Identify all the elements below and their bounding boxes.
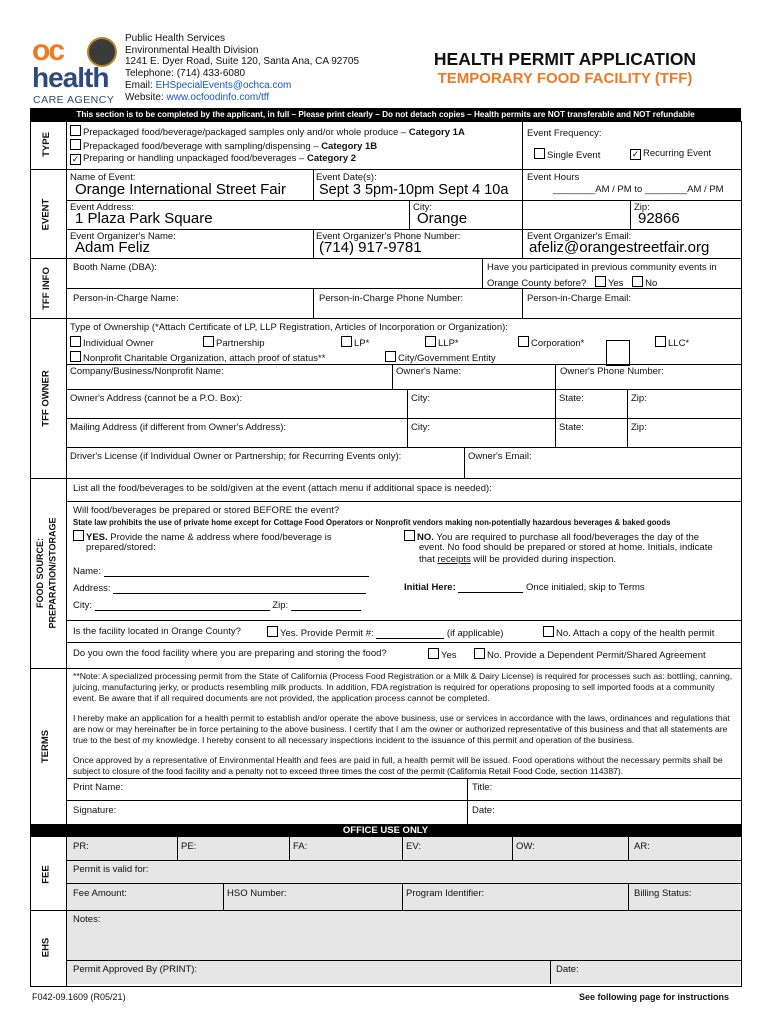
organizer-email-label: Event Organizer's Email: [527,231,632,242]
prepared-no-text-2: event. No food should be prepared or stored at home. Initials, indicate [419,542,713,553]
category-1b-checkbox[interactable] [70,139,81,150]
event-address-value[interactable]: 1 Plaza Park Square [75,210,213,227]
llc-option[interactable]: LLC* [655,336,689,349]
corporation-checkbox[interactable] [518,336,529,347]
category-1a-checkbox[interactable] [70,125,81,136]
section-label-food-source: FOOD SOURCE: [35,537,46,609]
office-ar-label: AR: [634,841,650,852]
drivers-license-label: Driver's License (if Individual Owner or Partnership; for Recurring Events only): [70,451,402,462]
agency-line: 1241 E. Dyer Road, Suite 120, Santa Ana, CA 92705 [125,56,360,68]
form-id: F042-09.1609 (R05/21) [32,992,126,1002]
previous-yes-checkbox[interactable] [595,276,606,287]
office-ow-label: OW: [516,841,535,852]
event-city-value[interactable]: Orange [417,210,468,227]
event-name-label: Name of Event: [70,172,136,183]
prep-address-label: Address: [73,583,366,594]
print-name-label: Print Name: [73,782,124,793]
agency-line: Public Health Services [125,33,226,44]
prep-name-label: Name: [73,566,369,577]
previous-yes-option[interactable]: Yes [595,278,624,289]
pic-phone-label: Person-in-Charge Phone Number: [319,293,464,304]
office-pr-label: PR: [73,841,89,852]
office-fa-label: FA: [293,841,308,852]
signature-label: Signature: [73,805,117,816]
event-zip-value[interactable]: 92866 [638,210,680,227]
section-label-ehs: EHS [40,937,52,957]
fee-amount-label: Fee Amount: [73,888,127,899]
section-label-prep-storage: PREPARATION/STORAGE [47,517,58,629]
own-facility-yes-option[interactable]: Yes [428,648,457,661]
approval-notice: Once approved by a representative of Environmental Health and fees are paid in full, a health permit will be issued. Food operations without the necessary permits shall be subject to closure of the food facility and a penalty not to exceed three times the cost of the permit (California Retail Food Code, section 114387). [73,755,723,776]
office-pe-label: PE: [181,841,197,852]
own-facility-question: Do you own the food facility where you are preparing and storing the food? [73,648,387,659]
applicant-declaration: I hereby make an application for a health permit to establish and/or operate the above business, use or services in accordance with the laws, ordinances and regulations that are now or may hereinafter be in force pertaining to the above business. I certify that I am the owner or authorized representative of this business and that all statements are true to the best of my knowledge. I hereby consent to all necessary inspections incident to the issuance of this permit and operation of the business. [73,713,730,745]
section-label-tff-owner: TFF OWNER [40,369,52,427]
prep-address-line[interactable] [113,593,366,594]
event-zip-label: Zip: [634,202,650,213]
office-ev-label: EV: [406,841,421,852]
organizer-name-value[interactable]: Adam Feliz [75,239,151,256]
billing-status-label: Billing Status: [634,888,692,899]
orange-county-yes-checkbox[interactable] [267,626,278,637]
logo-care-agency: CARE AGENCY [33,94,115,106]
agency-line: Environmental Health Division [125,44,259,56]
own-facility-yes-checkbox[interactable] [428,648,439,659]
signature-date-label: Date: [472,805,495,816]
booth-name-label: Booth Name (DBA): [73,262,157,273]
permit-valid-for-label: Permit is valid for: [73,864,149,875]
owner-address-label: Owner's Address (cannot be a P.O. Box): [70,393,243,404]
category-1a-option[interactable]: Prepackaged food/beverage/packaged samples only and/or whole produce – Category 1A [70,125,465,138]
previous-no-option[interactable]: No [632,278,657,289]
agency-email-row [125,80,359,92]
llp-checkbox[interactable] [425,336,436,347]
individual-owner-checkbox[interactable] [70,336,81,347]
pic-name-label: Person-in-Charge Name: [73,293,179,304]
agency-email-link[interactable]: EHSpecialEvents@ochca.com [155,79,292,91]
partnership-option[interactable]: Partnership [203,336,265,349]
category-1b-option[interactable]: Prepackaged food/beverage with sampling/dispensing – Category 1B [70,139,377,152]
mailing-city-label: City: [411,422,430,433]
owner-city-label: City: [411,393,430,404]
orange-county-yes-option[interactable]: Yes. Provide Permit #: (if applicable) [267,626,503,639]
corporation-option[interactable]: Corporation* [518,336,584,349]
mailing-state-label: State: [559,422,584,433]
ownership-highlight-box [606,340,630,366]
program-identifier-label: Program Identifier: [406,888,485,899]
prepared-yes-option[interactable]: YES. Provide the name & address where food/beverage is [73,530,332,543]
orange-county-no-checkbox[interactable] [543,626,554,637]
prep-city-label: City: Zip: [73,600,361,611]
orange-county-question: Is the facility located in Orange County? [73,626,241,637]
organizer-phone-label: Event Organizer's Phone Number: [316,231,461,242]
prepared-yes-checkbox[interactable] [73,530,84,541]
owner-email-label: Owner's Email: [468,451,532,462]
office-use-heading: OFFICE USE ONLY [30,825,741,837]
specialized-permit-note: **Note: A specialized processing permit from the State of California (Process Food Registration or a Milk & Dairy License) is required for processes such as: bottling, canning, juicing, manufacturing jerky, or products resembling milk products. In addition, FDA registration is required for operations proposing to sell imported foods at a community event. Be aware that if all required documents are not provided, the application process cannot be completed. [73,671,733,703]
hso-number-label: HSO Number: [227,888,287,899]
permit-number-line[interactable] [376,638,444,639]
food-list-label: List all the food/beverages to be sold/given at the event (attach menu if additional space is needed): [73,483,492,494]
event-dates-label: Event Date(s): [316,172,377,183]
section-label-type: TYPE [40,132,52,157]
individual-owner-option[interactable]: Individual Owner [70,336,154,349]
form-title: HEALTH PERMIT APPLICATION [433,49,697,69]
prep-zip-line[interactable] [291,610,361,611]
title-label: Title: [472,782,493,793]
prepared-no-text-3: that receipts will be provided during inspection. [419,554,616,565]
agency-website-link[interactable]: www.ocfoodinfo.com/tff [166,91,270,103]
event-hours-value[interactable]: ________AM / PM to ________AM / PM [553,184,724,195]
owner-phone-label: Owner's Phone Number: [560,366,664,377]
nonprofit-option[interactable]: Nonprofit Charitable Organization, attach proof of status** [70,351,325,364]
company-name-label: Company/Business/Nonprofit Name: [70,366,224,377]
approval-date-label: Date: [556,964,579,975]
category-2-option[interactable]: ✓ Preparing or handling unpackaged food/beverages – Category 2 [71,153,357,164]
owner-name-label: Owner's Name: [396,366,462,377]
section-label-fee: FEE [40,864,52,884]
agency-address [125,33,359,103]
prepared-before-question: Will food/beverages be prepared or stored BEFORE the event? [73,505,340,516]
logo-oc-mark: oc [32,34,64,67]
instructions-note: See following page for instructions [579,992,730,1002]
owner-state-label: State: [559,393,584,404]
prepared-no-checkbox[interactable] [404,530,415,541]
event-frequency-label: Event Frequency: [527,128,602,139]
event-address-label: Event Address: [70,202,134,213]
website-label: Website: [125,91,167,103]
event-city-label: City: [413,202,432,213]
single-event-option[interactable]: Single Event [534,148,600,161]
initial-here-row: Initial Here: Once initialed, skip to Terms [404,582,645,593]
agency-logo [32,34,120,106]
instructions-banner: This section is to be completed by the applicant, in full – Please print clearly – Do not detach copies – Health permits are NOT transferable and NOT refundable [30,108,741,121]
permit-approved-by-label: Permit Approved By (PRINT): [73,964,198,975]
single-event-checkbox[interactable] [534,148,545,159]
mailing-zip-label: Zip: [631,422,647,433]
section-label-event: EVENT [40,198,52,230]
recurring-event-option[interactable]: ✓ Recurring Event [631,148,712,159]
city-government-checkbox[interactable] [385,351,396,362]
llp-option[interactable]: LLP* [425,336,459,349]
lp-checkbox[interactable] [341,336,352,347]
recurring-event-checkbox[interactable]: ✓ [631,149,640,159]
agency-line: Telephone: (714) 433-6080 [125,68,246,80]
prepared-no-option[interactable]: NO. You are required to purchase all food/beverages the day of the [404,530,699,543]
email-label: Email: [125,79,156,91]
form-subtitle: TEMPORARY FOOD FACILITY (TFF) [437,70,693,87]
mailing-address-label: Mailing Address (if different from Owner's Address): [70,422,286,433]
own-facility-no-checkbox[interactable] [474,648,485,659]
organizer-name-label: Event Organizer's Name: [70,231,176,242]
state-law-notice: State law prohibits the use of private home except for Cottage Food Operators or Nonprofit vendors making non-potentially hazardous beverages & baked goods [73,518,671,527]
event-dates-value[interactable]: Sept 3 5pm-10pm Sept 4 10a [319,182,509,198]
owner-zip-label: Zip: [631,393,647,404]
city-government-option[interactable]: City/Government Entity [385,351,496,364]
nonprofit-checkbox[interactable] [70,351,81,362]
previous-events-question-2: Orange County before? Yes No [487,278,658,289]
initial-here-line[interactable] [458,592,523,593]
partnership-checkbox[interactable] [203,336,214,347]
pic-email-label: Person-in-Charge Email: [527,293,632,304]
ownership-type-label: Type of Ownership (*Attach Certificate of LP, LLP Registration, Articles of Incorporation or Organization): [70,322,508,333]
organizer-phone-value[interactable]: (714) 917-9781 [319,239,422,256]
prep-city-line[interactable] [95,610,270,611]
organizer-email-value[interactable]: afeliz@orangestreetfair.org [529,239,710,256]
category-2-checkbox[interactable]: ✓ [71,154,80,164]
section-label-tff-info: TFF INFO [40,266,52,310]
event-hours-label: Event Hours [527,172,580,183]
lp-option[interactable]: LP* [341,336,369,349]
notes-label: Notes: [73,914,101,925]
previous-events-question: Have you participated in previous community events in [487,262,717,273]
prep-name-line[interactable] [104,576,369,577]
logo-health: health [32,62,109,93]
section-label-terms: TERMS [40,729,52,763]
event-name-value[interactable]: Orange International Street Fair [75,181,286,198]
llc-checkbox[interactable] [655,336,666,347]
own-facility-no-option[interactable]: No. Provide a Dependent Permit/Shared Agreement [474,648,706,661]
prepared-yes-text-2: prepared/stored: [86,542,156,553]
orange-county-no-option[interactable]: No. Attach a copy of the health permit [543,626,714,639]
previous-no-checkbox[interactable] [632,276,643,287]
agency-website-row [125,92,359,104]
